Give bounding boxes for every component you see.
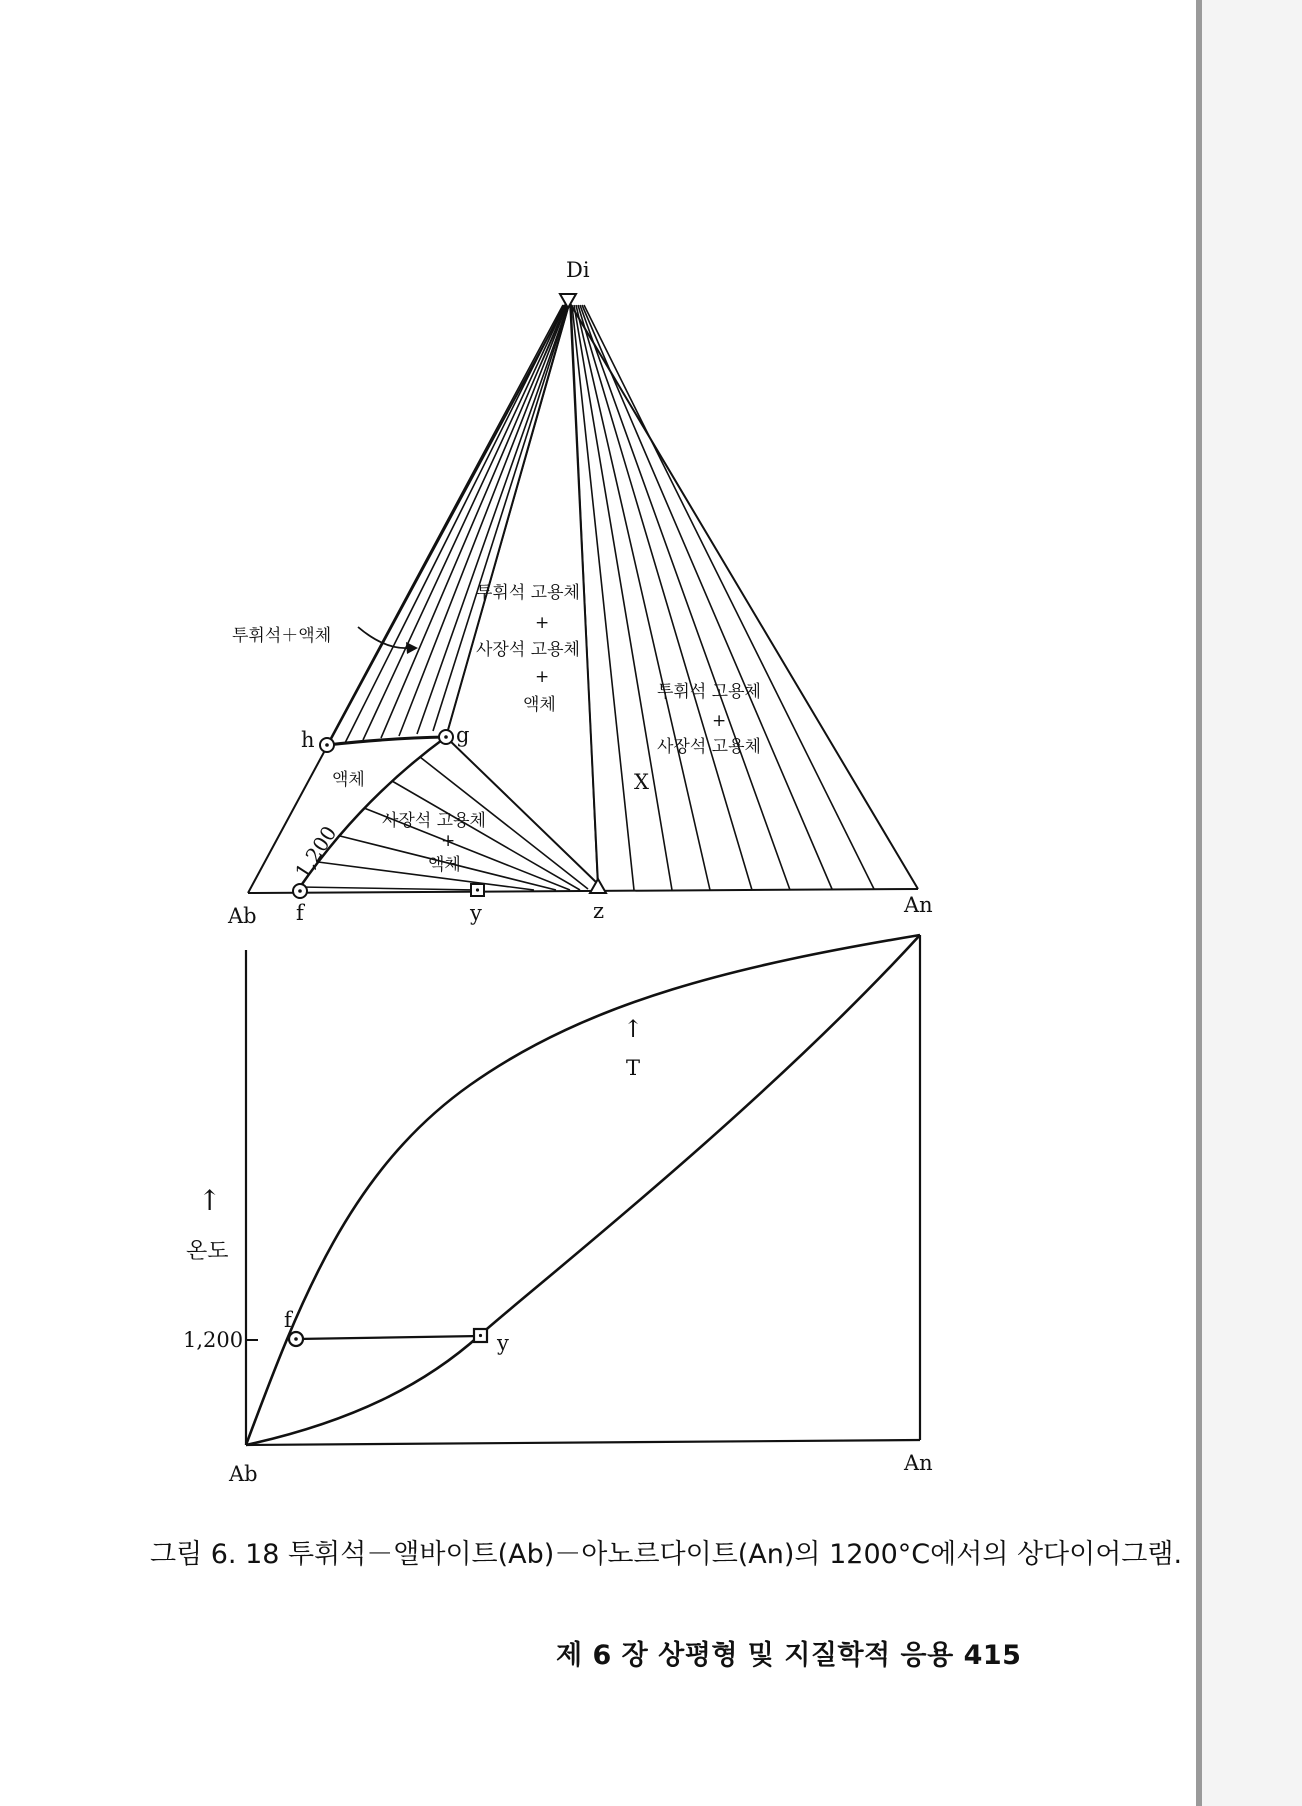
label-y-ternary: y: [470, 901, 482, 925]
temp-arrow: ↑: [623, 1015, 644, 1043]
label-ab-ternary: Ab: [228, 904, 257, 928]
label-f-binary: f: [284, 1308, 292, 1332]
label-two-solid-line2: 사장석 고용체: [657, 737, 761, 757]
label-three-phase-line3: 액체: [523, 695, 556, 715]
label-liquid: 액체: [332, 770, 365, 790]
label-di-liquid: 투휘석＋액체: [232, 626, 332, 646]
temp-label: T: [626, 1056, 641, 1080]
triangle-edge-di-an: [568, 300, 918, 889]
solidus-curve: [246, 935, 920, 1445]
label-y-binary: y: [497, 1331, 509, 1355]
liquidus-curve-h-g: [327, 737, 446, 745]
liquidus-curve: [246, 935, 920, 1445]
three-phase-edge-di-g: [446, 300, 570, 737]
label-di: Di: [566, 258, 590, 282]
label-plag-liquid-plus: +: [441, 831, 456, 851]
label-g: g: [456, 723, 470, 747]
page-footer: 제 6 장 상평형 및 지질학적 응용 415: [556, 1640, 1022, 1671]
ternary-labels: [227, 258, 933, 928]
label-h: h: [301, 728, 315, 752]
isotherm-tie-line: [296, 1336, 480, 1339]
label-z: z: [593, 899, 605, 923]
label-three-phase-plus1: +: [535, 613, 550, 633]
tick-label-1200: 1,200: [183, 1328, 244, 1352]
label-x: X: [634, 770, 649, 794]
label-two-solid-plus: +: [712, 711, 727, 731]
y-axis-label: 온도: [186, 1239, 229, 1264]
label-three-phase-line1: 투휘석 고용체: [476, 583, 580, 603]
ternary-diagram: [248, 294, 918, 898]
label-ab-binary: Ab: [229, 1462, 258, 1486]
triangle-edge-ab-an: [248, 889, 918, 893]
label-plag-liquid-line1: 사장석 고용체: [382, 811, 486, 831]
label-three-phase-line2: 사장석 고용체: [476, 640, 580, 660]
label-three-phase-plus2: +: [535, 667, 550, 687]
label-an-ternary: An: [904, 893, 933, 917]
tie-lines-di-plagioclase: [571, 305, 874, 891]
figure-caption: 그림 6. 18 투휘석－앨바이트(Ab)－아노르다이트(An)의 1200°C에서의 상다이어그램.: [150, 1539, 1183, 1570]
label-isotherm-1200: 1,200: [290, 821, 342, 883]
point-z-marker: [590, 879, 606, 893]
label-f-ternary: f: [296, 901, 304, 925]
tie-lines-di-liquidus: [327, 305, 569, 745]
label-plag-liquid-line2: 액체: [428, 855, 461, 875]
binary-diagram: [246, 935, 920, 1445]
binary-labels: [183, 1015, 933, 1486]
binary-axis-bottom: [246, 1440, 920, 1445]
y-axis-arrow: ↑: [198, 1184, 222, 1217]
label-an-binary: An: [904, 1451, 933, 1475]
label-two-solid-line1: 투휘석 고용체: [657, 682, 761, 702]
